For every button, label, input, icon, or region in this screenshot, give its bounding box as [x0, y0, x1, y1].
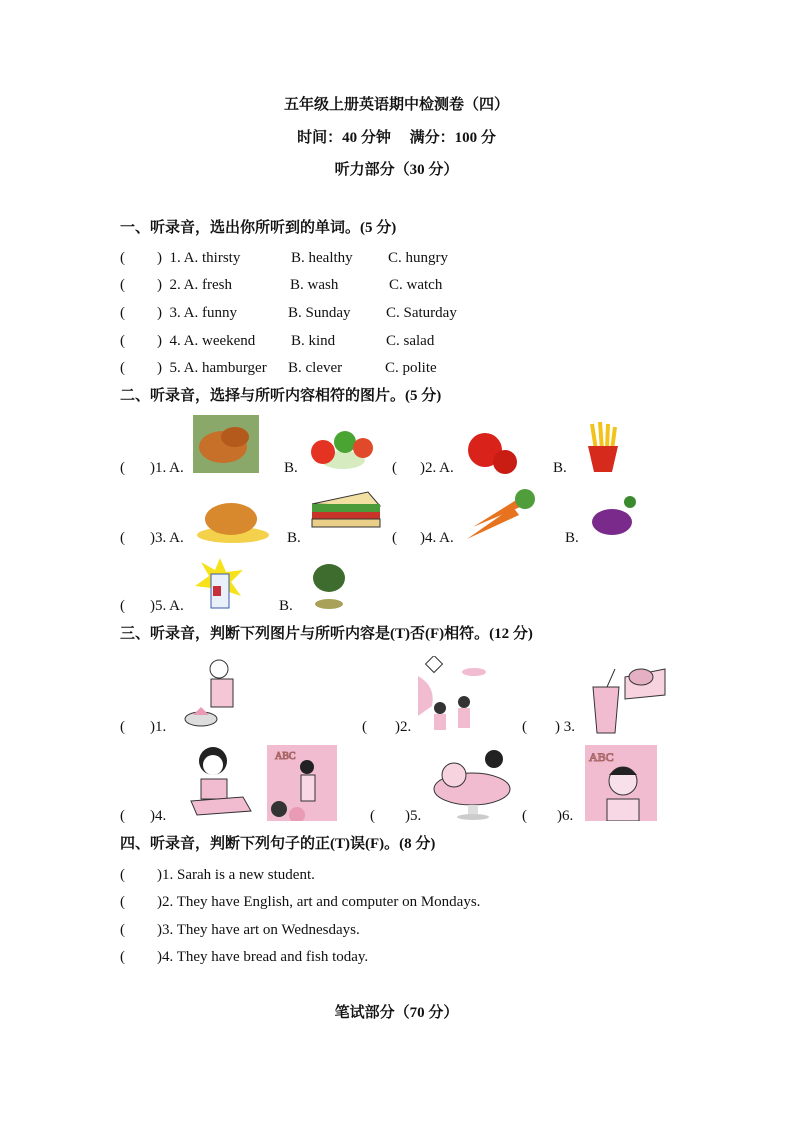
question-label: )5.	[405, 808, 422, 824]
question: ) 1. A. thirsty	[157, 250, 241, 266]
french-fries-picture	[578, 418, 626, 474]
answer-paren[interactable]: (	[120, 949, 125, 965]
option-b: B.	[287, 530, 301, 546]
answer-paren[interactable]: (	[120, 598, 125, 614]
option-b: B.	[284, 460, 298, 476]
question: ) 5. A. hamburger	[157, 360, 267, 376]
boy-cake-picture	[183, 655, 241, 731]
option-c: C. polite	[385, 360, 437, 376]
option-b: B. clever	[288, 360, 343, 376]
answer-paren[interactable]: (	[120, 460, 125, 476]
question-label: ) 3.	[555, 719, 575, 735]
question-label: )3. A.	[150, 530, 184, 546]
statement: )3. They have art on Wednesdays.	[157, 922, 360, 938]
section-1-heading: 一、听录音，选出你所听到的单词。(5 分)	[120, 220, 397, 236]
answer-paren[interactable]: (	[120, 360, 125, 376]
option-c: C. Saturday	[386, 305, 457, 321]
answer-paren[interactable]: (	[120, 277, 125, 293]
answer-paren[interactable]: (	[120, 333, 125, 349]
roast-chicken-picture	[193, 487, 271, 545]
statement: )4. They have bread and fish today.	[157, 949, 369, 965]
svg-text:ABC: ABC	[589, 750, 614, 764]
chicken-legs-picture	[193, 415, 259, 473]
written-heading: 笔试部分（70 分）	[334, 1005, 459, 1021]
listening-heading: 听力部分（30 分）	[334, 162, 459, 178]
sandwich-picture	[308, 490, 384, 532]
question-label: )1. A.	[150, 460, 184, 476]
answer-paren[interactable]: (	[120, 719, 125, 735]
question-label: )6.	[557, 808, 574, 824]
question-label: )2.	[395, 719, 412, 735]
option-b: B. wash	[290, 277, 339, 293]
statement: )1. Sarah is a new student.	[157, 867, 315, 883]
man-abc-picture	[585, 745, 657, 821]
teapot-picture	[307, 556, 351, 612]
answer-paren[interactable]: (	[120, 305, 125, 321]
vegetables-picture	[303, 420, 383, 472]
option-c: C. watch	[389, 277, 443, 293]
option-c: C. salad	[386, 333, 435, 349]
question: ) 3. A. funny	[157, 305, 237, 321]
section-3-heading: 三、听录音，判断下列图片与所听内容是(T)否(F)相符。(12 分)	[120, 626, 533, 642]
girl-drawing-picture	[183, 745, 253, 819]
drink-burger-picture	[585, 655, 667, 735]
answer-paren[interactable]: (	[120, 894, 125, 910]
answer-paren[interactable]: (	[392, 530, 397, 546]
answer-paren[interactable]: (	[120, 808, 125, 824]
question-label: )2. A.	[420, 460, 454, 476]
option-b: B.	[553, 460, 567, 476]
question: ) 4. A. weekend	[157, 333, 256, 349]
time-score: 时间：40 分钟 满分：100 分	[297, 130, 496, 146]
question: ) 2. A. fresh	[157, 277, 232, 293]
tomatoes-picture	[463, 430, 521, 476]
option-b: B. kind	[291, 333, 336, 349]
answer-paren[interactable]: (	[120, 867, 125, 883]
carrots-picture	[463, 487, 541, 545]
answer-paren[interactable]: (	[362, 719, 367, 735]
answer-paren[interactable]: (	[120, 530, 125, 546]
answer-paren[interactable]: (	[522, 808, 527, 824]
option-c: C. hungry	[388, 250, 448, 266]
question-label: )4.	[150, 808, 167, 824]
option-b: B.	[279, 598, 293, 614]
svg-text:ABC: ABC	[275, 751, 296, 762]
question-label: )1.	[150, 719, 167, 735]
kite-flying-picture	[418, 656, 488, 732]
answer-paren[interactable]: (	[522, 719, 527, 735]
milk-carton-picture	[193, 556, 247, 612]
answer-paren[interactable]: (	[120, 250, 125, 266]
answer-paren[interactable]: (	[370, 808, 375, 824]
teacher-classroom-picture	[267, 745, 337, 821]
question-label: )5. A.	[150, 598, 184, 614]
section-2-heading: 二、听录音，选择与所听内容相符的图片。(5 分)	[120, 388, 442, 404]
option-b: B. healthy	[291, 250, 353, 266]
statement: )2. They have English, art and computer on Mondays.	[157, 894, 481, 910]
section-4-heading: 四、听录音，判断下列句子的正(T)误(F)。(8 分)	[120, 836, 436, 852]
exam-title: 五年级上册英语期中检测卷（四）	[283, 97, 509, 113]
option-b: B.	[565, 530, 579, 546]
answer-paren[interactable]: (	[392, 460, 397, 476]
answer-paren[interactable]: (	[120, 922, 125, 938]
table-food-picture	[432, 745, 514, 821]
question-label: )4. A.	[420, 530, 454, 546]
eggplant-picture	[590, 490, 640, 540]
option-b: B. Sunday	[288, 305, 351, 321]
